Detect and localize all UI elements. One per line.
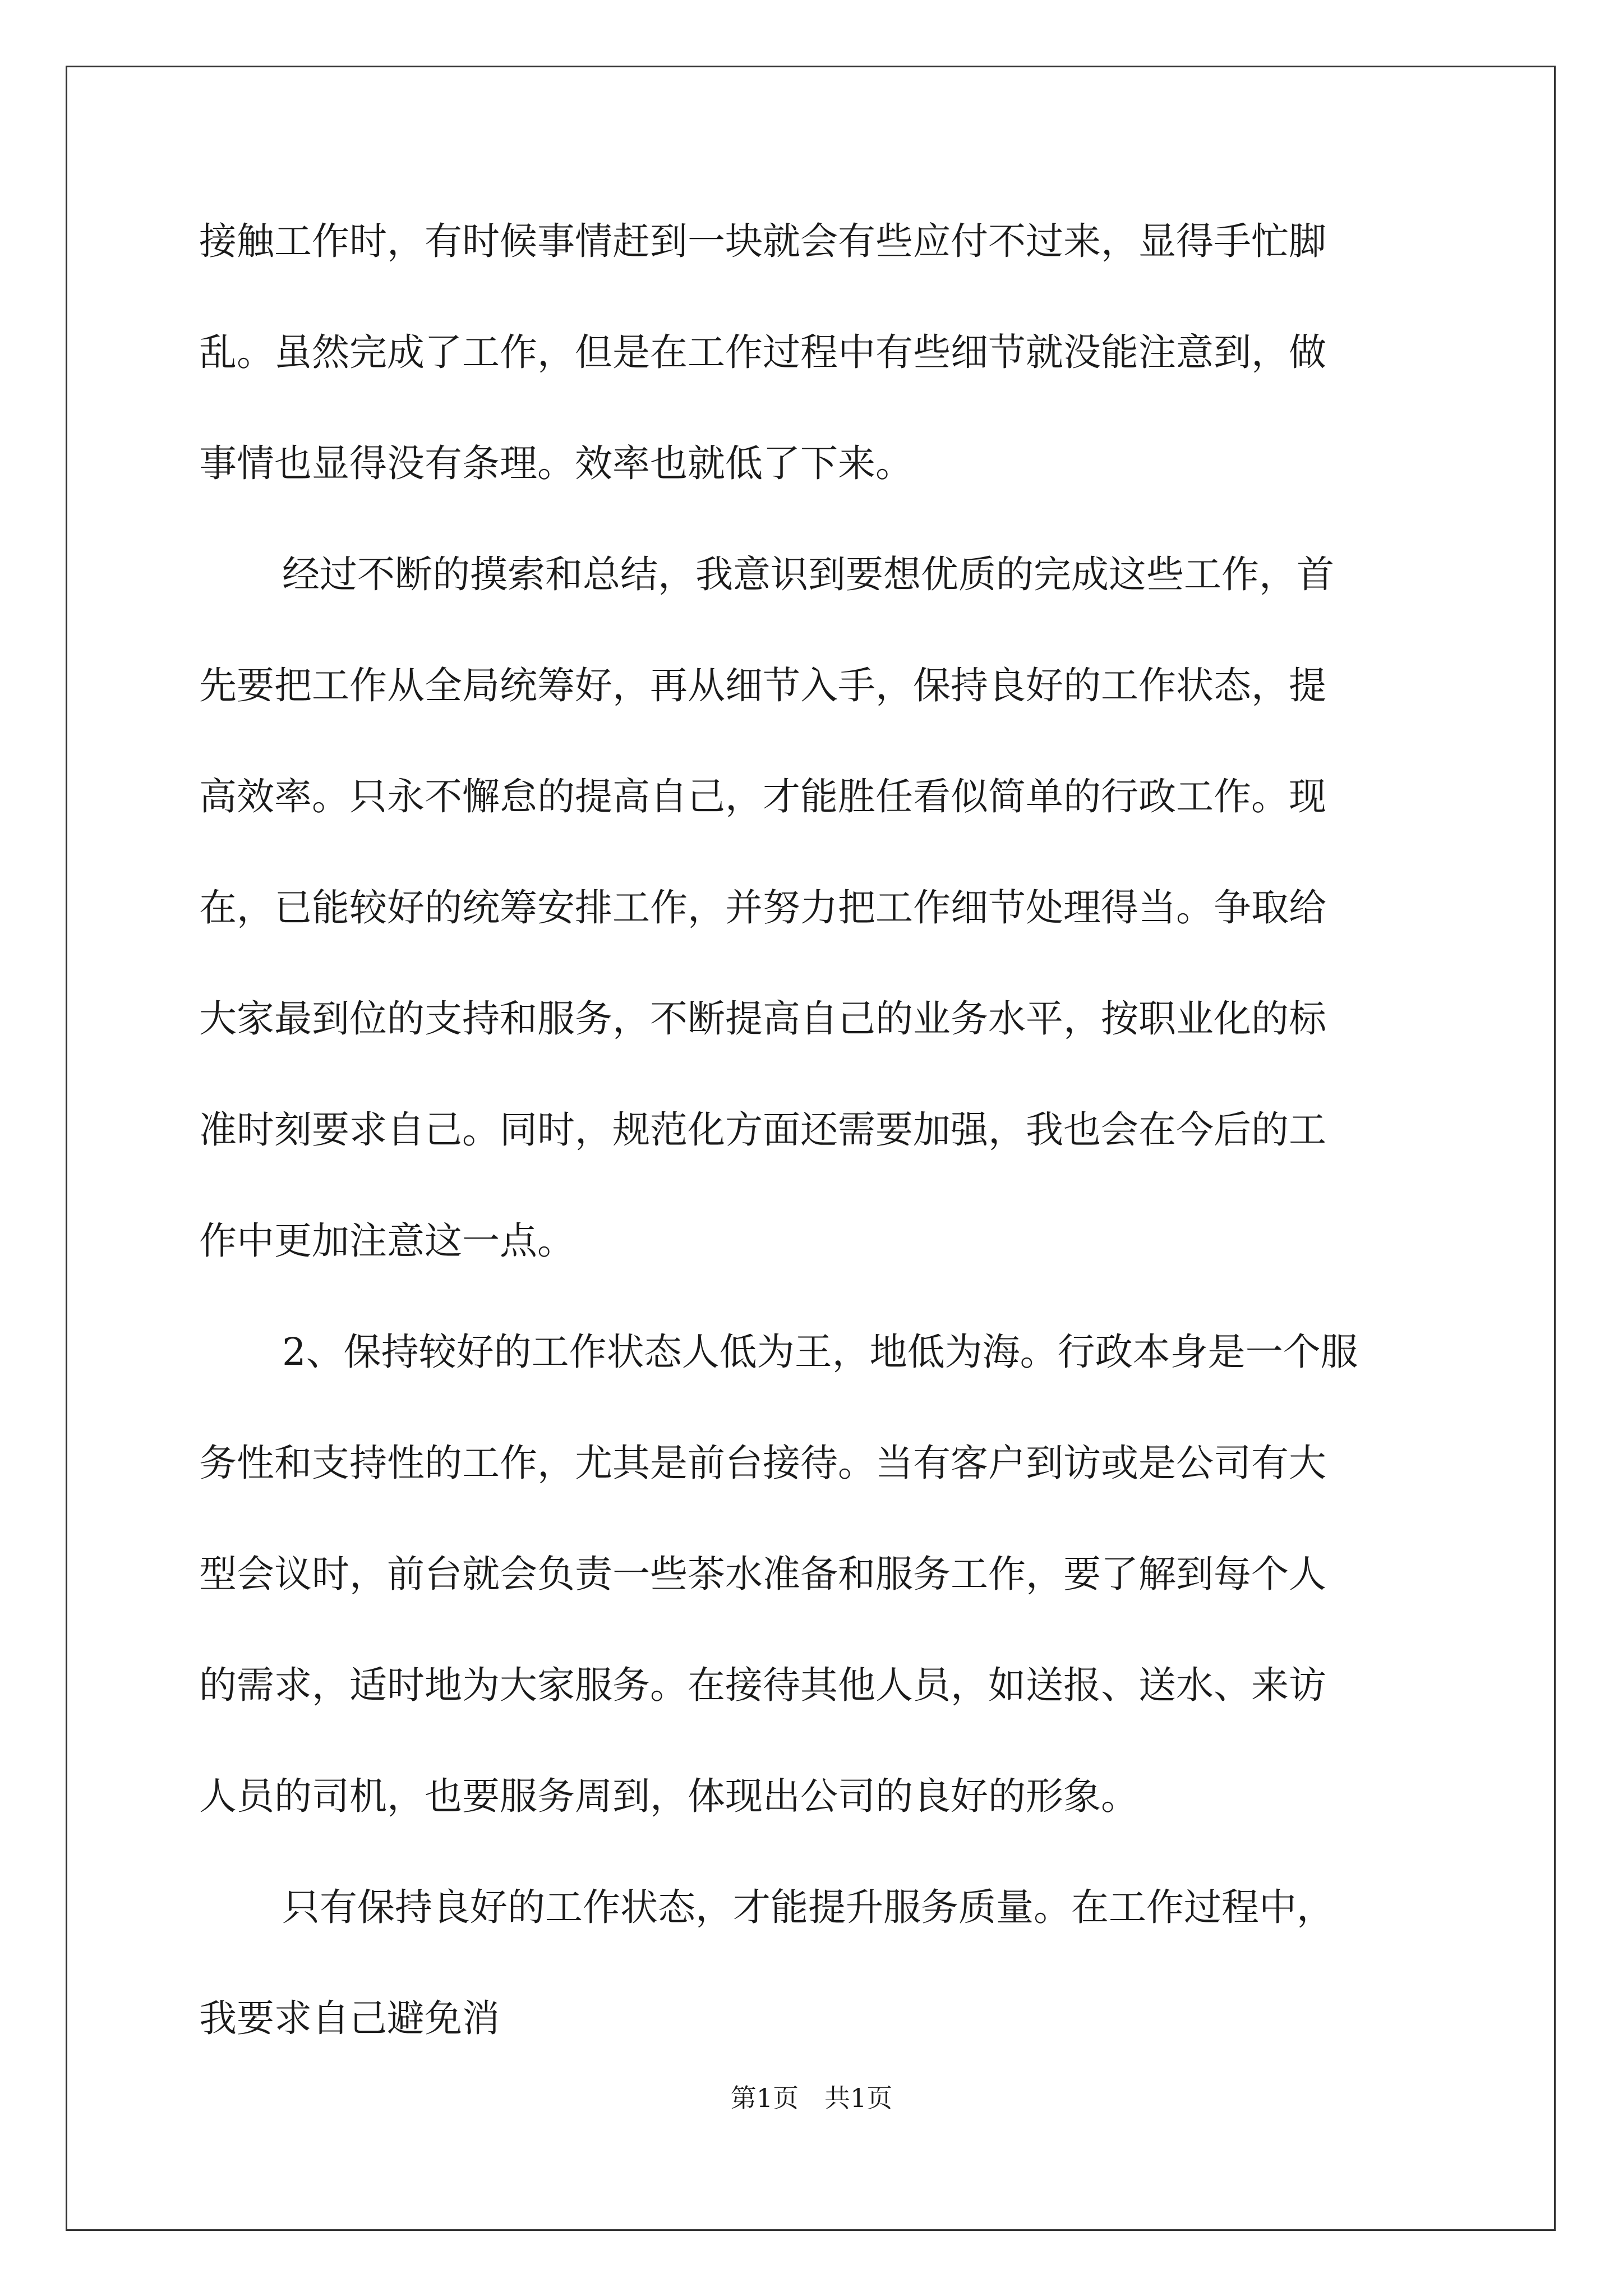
text-line: 大家最到位的支持和服务，不断提高自己的业务水平，按职业化的标 <box>199 997 1326 1041</box>
text-line: 接触工作时，有时候事情赶到一块就会有些应付不过来，显得手忙脚 <box>199 219 1326 263</box>
page-number-footer: 第1页 共1页 <box>730 2083 893 2113</box>
text-line: 我要求自己避免消 <box>199 1996 500 2040</box>
text-line: 乱。虽然完成了工作，但是在工作过程中有些细节就没能注意到，做 <box>199 330 1326 374</box>
text-line: 人员的司机，也要服务周到，体现出公司的良好的形象。 <box>199 1774 1138 1818</box>
text-line: 的需求，适时地为大家服务。在接待其他人员，如送报、送水、来访 <box>199 1663 1326 1707</box>
document-body <box>199 219 1433 2107</box>
text-line: 作中更加注意这一点。 <box>199 1219 575 1263</box>
text-line: 在，已能较好的统筹安排工作，并努力把工作细节处理得当。争取给 <box>199 886 1326 930</box>
text-line: 务性和支持性的工作，尤其是前台接待。当有客户到访或是公司有大 <box>199 1441 1326 1485</box>
text-line: 准时刻要求自己。同时，规范化方面还需要加强，我也会在今后的工 <box>199 1108 1326 1152</box>
text-line: 事情也显得没有条理。效率也就低了下来。 <box>199 441 913 485</box>
text-line: 经过不断的摸索和总结，我意识到要想优质的完成这些工作，首 <box>282 553 1334 596</box>
text-line: 高效率。只永不懈怠的提高自己，才能胜任看似简单的行政工作。现 <box>199 775 1326 818</box>
text-line: 只有保持良好的工作状态，才能提升服务质量。在工作过程中， <box>282 1885 1334 1929</box>
text-line: 型会议时，前台就会负责一些茶水准备和服务工作，要了解到每个人 <box>199 1552 1326 1596</box>
text-line: 2、保持较好的工作状态人低为王，地低为海。行政本身是一个服 <box>282 1330 1358 1374</box>
text-line: 先要把工作从全局统筹好，再从细节入手，保持良好的工作状态，提 <box>199 664 1326 707</box>
